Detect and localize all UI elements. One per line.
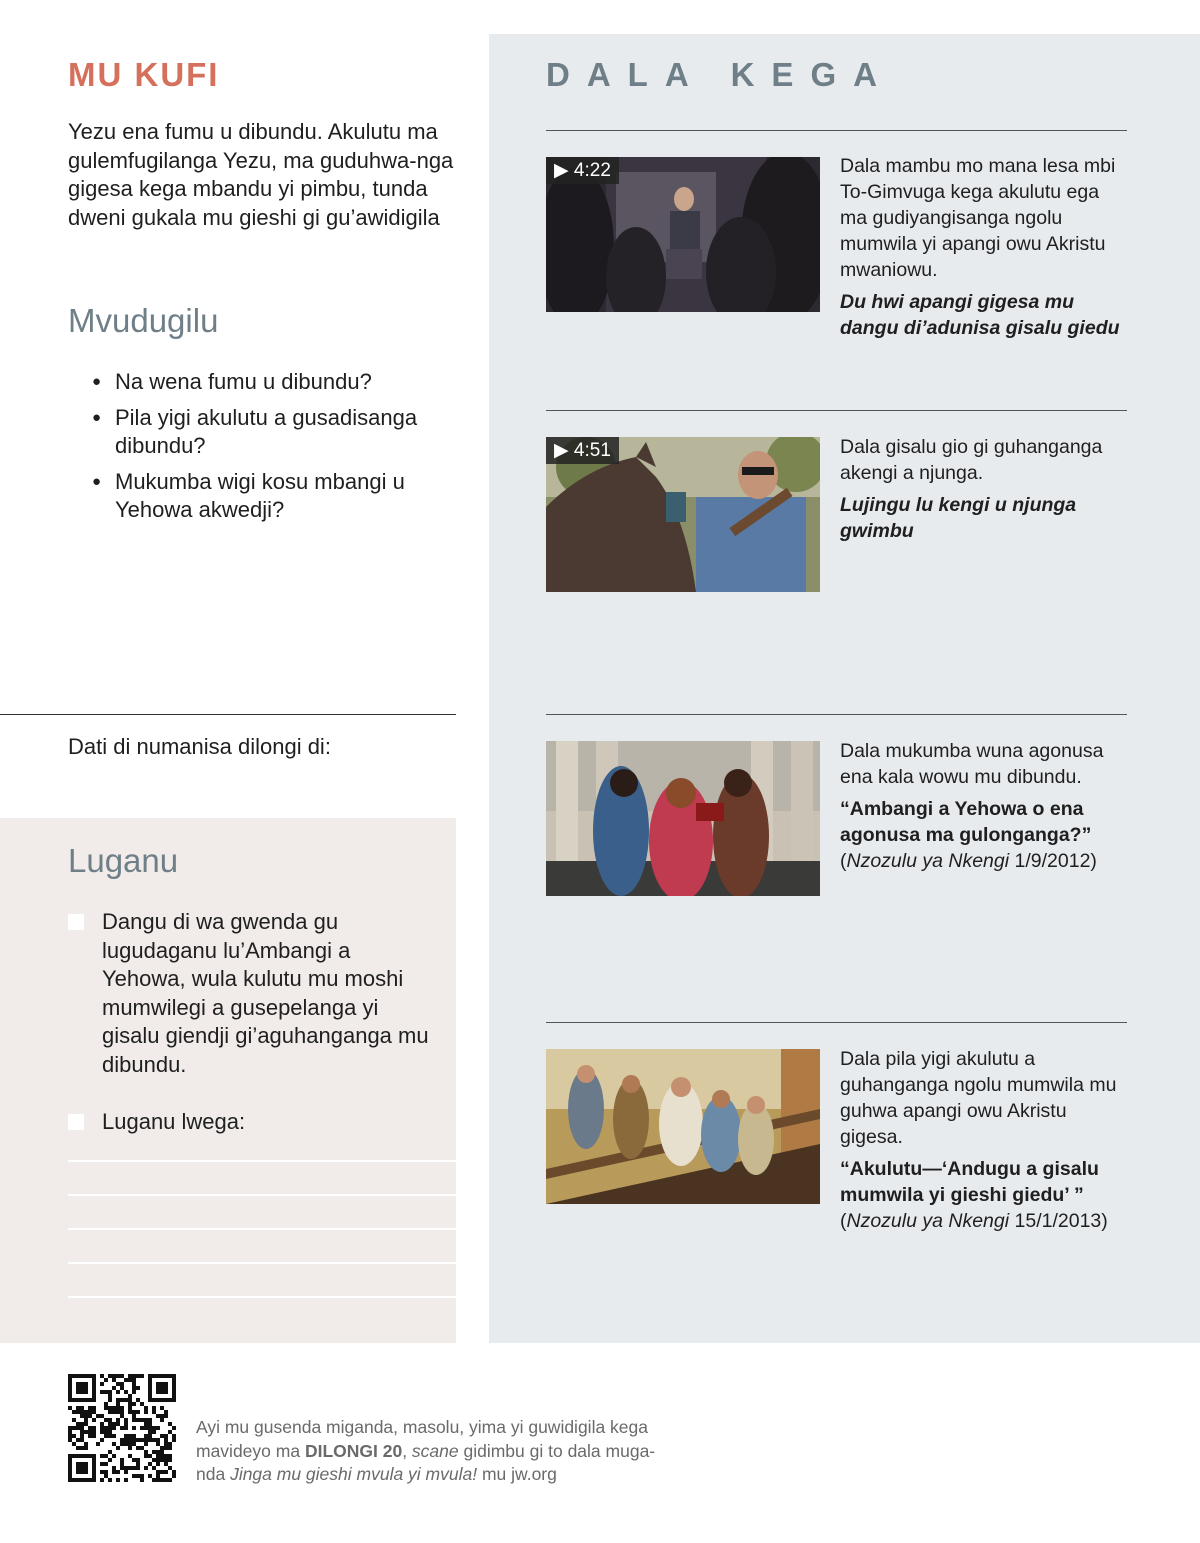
footer-fragment: gidimbu gi to dala muga- (458, 1440, 656, 1461)
completion-date-label: Dati di numanisa dilongi di: (68, 734, 331, 759)
video-duration: 4:22 (573, 160, 611, 181)
goal-checkbox[interactable] (68, 914, 84, 930)
thumbnail-image (546, 741, 820, 896)
footer-fragment: scane (411, 1440, 459, 1461)
item-text (840, 1046, 1130, 1234)
video-duration-badge (546, 437, 619, 464)
writing-line[interactable] (68, 1160, 456, 1162)
article-title[interactable]: “Ambangi a Yehowa o ena agonusa ma gulonganga?” (840, 798, 1092, 846)
footer-fragment: nda (196, 1464, 231, 1484)
divider (0, 714, 456, 715)
book-title: Jinga mu gieshi mvula yi mvula! (230, 1464, 478, 1484)
questions-heading: Mvudugilu (68, 302, 219, 339)
article-source: (Nzozulu ya Nkengi 15/1/2013) (840, 1210, 1108, 1232)
footer-fragment: , (402, 1440, 412, 1461)
item-description: Dala pila yigi akulutu a guhanganga ngolu mumwila mu guhwa apangi owu Akristu gigesa. (840, 1048, 1117, 1148)
footer-line (196, 1440, 696, 1464)
intro-paragraph: Yezu ena fumu u dibundu. Akulutu ma gulemfugilanga Yezu, ma guduhwa-nga gigesa kega mbandu yi pimbu, tunda dweni gukala mu gieshi gi gu’awidigila (68, 119, 454, 230)
question-item: ● Na wena fumu u dibundu? (92, 368, 462, 396)
video-duration: 4:51 (573, 440, 611, 461)
footer-text (196, 1416, 696, 1487)
article-title[interactable]: “Akulutu—‘Andugu a gisalu mumwila yi gieshi giedu’ ” (840, 1158, 1099, 1206)
article-image[interactable] (546, 1049, 820, 1204)
lesson-number: DILONGI 20 (304, 1440, 403, 1461)
item-description: Dala mukumba wuna agonusa ena kala wowu mu dibundu. (840, 740, 1104, 788)
goals-box (0, 818, 456, 1343)
writing-line[interactable] (68, 1296, 456, 1298)
video-title[interactable]: Du hwi apangi gigesa mu dangu di’adunisa gisalu giedu (840, 291, 1120, 339)
divider (546, 410, 1127, 411)
goals-heading: Luganu (68, 842, 179, 879)
article-source: (Nzozulu ya Nkengi 1/9/2012) (840, 850, 1097, 872)
item-text (840, 434, 1130, 544)
thumbnail-image (546, 1049, 820, 1204)
qr-code-graphic (68, 1374, 176, 1482)
item-description: Dala gisalu gio gi guhanganga akengi a njunga. (840, 436, 1103, 484)
divider (546, 714, 1127, 715)
qr-code-icon[interactable] (68, 1374, 176, 1482)
question-item: ● Pila yigi akulutu a gusadisanga dibundu? (92, 404, 462, 460)
goal-checkbox[interactable] (68, 1114, 84, 1130)
publication-date: 15/1/2013 (1014, 1210, 1102, 1232)
video-thumbnail[interactable] (546, 437, 820, 592)
writing-line[interactable] (68, 1194, 456, 1196)
section-title-mu-kufi: MU KUFI (68, 56, 220, 93)
article-image[interactable] (546, 741, 820, 896)
goal-text: Luganu lwega: (102, 1109, 246, 1134)
questions-list (92, 368, 462, 532)
video-title[interactable]: Lujingu lu kengi u njunga gwimbu (840, 494, 1077, 542)
item-text (840, 738, 1130, 874)
writing-line[interactable] (68, 1262, 456, 1264)
goal-text: Dangu di wa gwenda gu lugudaganu lu’Ambangi a Yehowa, wula kulutu mu moshi mumwilegi a gusepelanga yi gisalu giendji gi’aguhanganga mu dibundu. (102, 909, 429, 1077)
play-icon: ▶ (554, 440, 569, 461)
footer-fragment: mu jw.org (477, 1464, 557, 1484)
video-thumbnail[interactable] (546, 157, 820, 312)
section-title-dala-kega: DALA KEGA (546, 56, 894, 93)
footer-fragment: mavideyo ma (196, 1440, 305, 1461)
publication-date: 1/9/2012 (1014, 850, 1091, 872)
footer-line (196, 1463, 696, 1487)
item-text (840, 153, 1130, 341)
video-duration-badge (546, 157, 619, 184)
footer-line: Ayi mu gusenda miganda, masolu, yima yi guwidigila kega (196, 1417, 649, 1437)
publication-name: Nzozulu ya Nkengi (846, 850, 1010, 872)
writing-line[interactable] (68, 1228, 456, 1230)
divider (546, 130, 1127, 131)
publication-name: Nzozulu ya Nkengi (846, 1210, 1010, 1232)
play-icon: ▶ (554, 160, 569, 181)
item-description: Dala mambu mo mana lesa mbi To-Gimvuga kega akulutu ega ma gudiyangisanga ngolu mumwila yi apangi owu Akristu mwaniowu. (840, 155, 1116, 281)
question-item: ● Mukumba wigi kosu mbangi u Yehowa akwedji? (92, 468, 462, 524)
divider (546, 1022, 1127, 1023)
